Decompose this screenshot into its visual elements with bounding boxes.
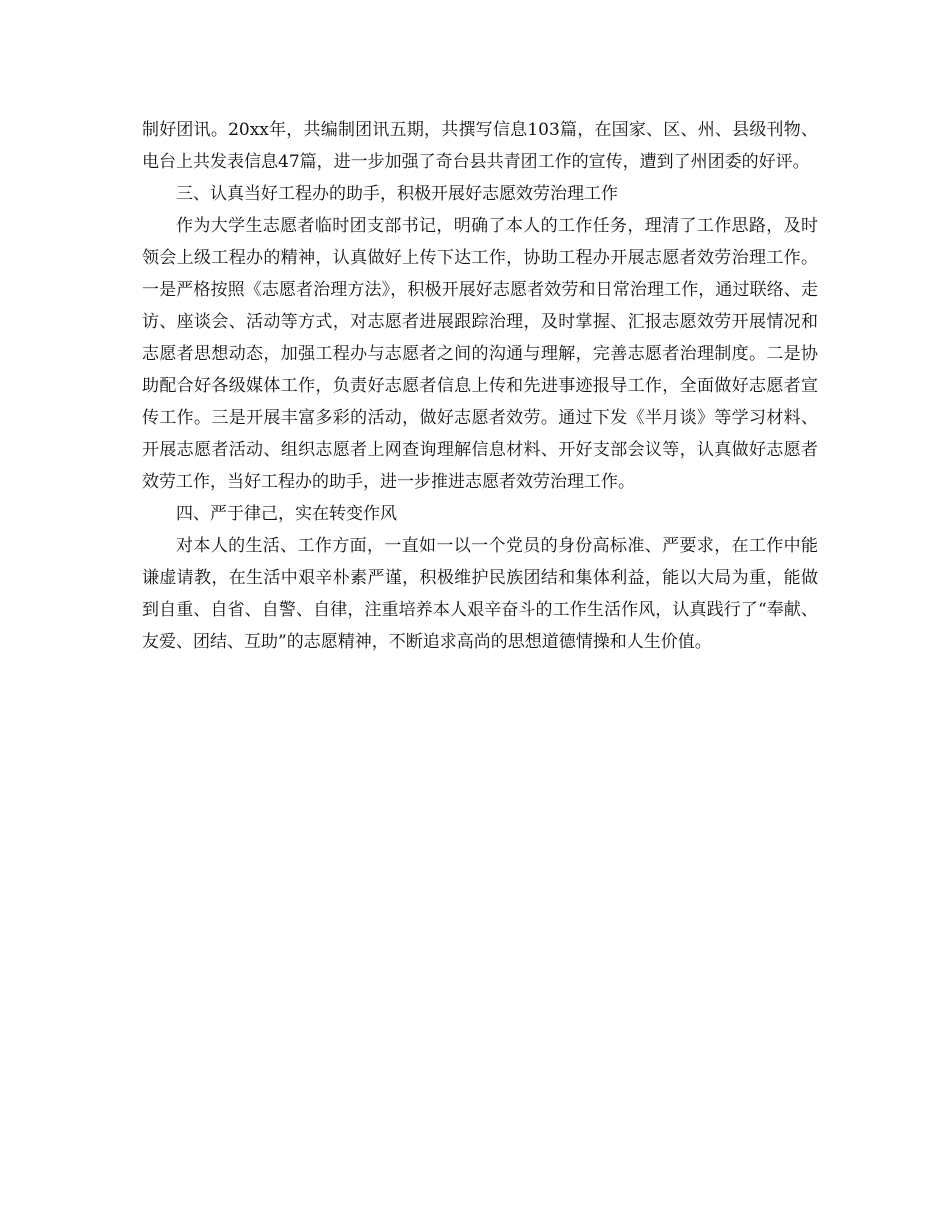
paragraph-publicity: 制好团讯。20xx年，共编制团讯五期，共撰写信息103篇，在国家、区、州、县级刊物、电台上共发表信息47篇，进一步加强了奇台县共青团工作的宣传，遭到了州团委的好评。 <box>142 120 818 172</box>
document-body <box>142 114 818 658</box>
paragraph-self-discipline: 对本人的生活、工作方面，一直如一以一个党员的身份高标准、严要求，在工作中能谦虚请教，在生活中艰辛朴素严谨，积极维护民族团结和集体利益，能以大局为重，能做到自重、自省、自警、自律，注重培养本人艰辛奋斗的工作生活作风，认真践行了“奉献、友爱、团结、互助”的志愿精神，不断追求高尚的思想道德情操和人生价值。 <box>142 536 818 652</box>
paragraph-volunteer-management: 作为大学生志愿者临时团支部书记，明确了本人的工作任务，理清了工作思路，及时领会上级工程办的精神，认真做好上传下达工作，协助工程办开展志愿者效劳治理工作。一是严格按照《志愿者治理方法》，积极开展好志愿者效劳和日常治理工作，通过联络、走访、座谈会、活动等方式，对志愿者进展跟踪治理，及时掌握、汇报志愿效劳开展情况和志愿者思想动态，加强工程办与志愿者之间的沟通与理解，完善志愿者治理制度。二是协助配合好各级媒体工作，负责好志愿者信息上传和先进事迹报导工作，全面做好志愿者宣传工作。三是开展丰富多彩的活动，做好志愿者效劳。通过下发《半月谈》等学习材料、开展志愿者活动、组织志愿者上网查询理解信息材料、开好支部会议等，认真做好志愿者效劳工作，当好工程办的助手，进一步推进志愿者效劳治理工作。 <box>142 216 818 492</box>
section-heading-four: 四、严于律己，实在转变作风 <box>176 504 397 524</box>
section-heading-three: 三、认真当好工程办的助手，积极开展好志愿效劳治理工作 <box>176 184 618 204</box>
